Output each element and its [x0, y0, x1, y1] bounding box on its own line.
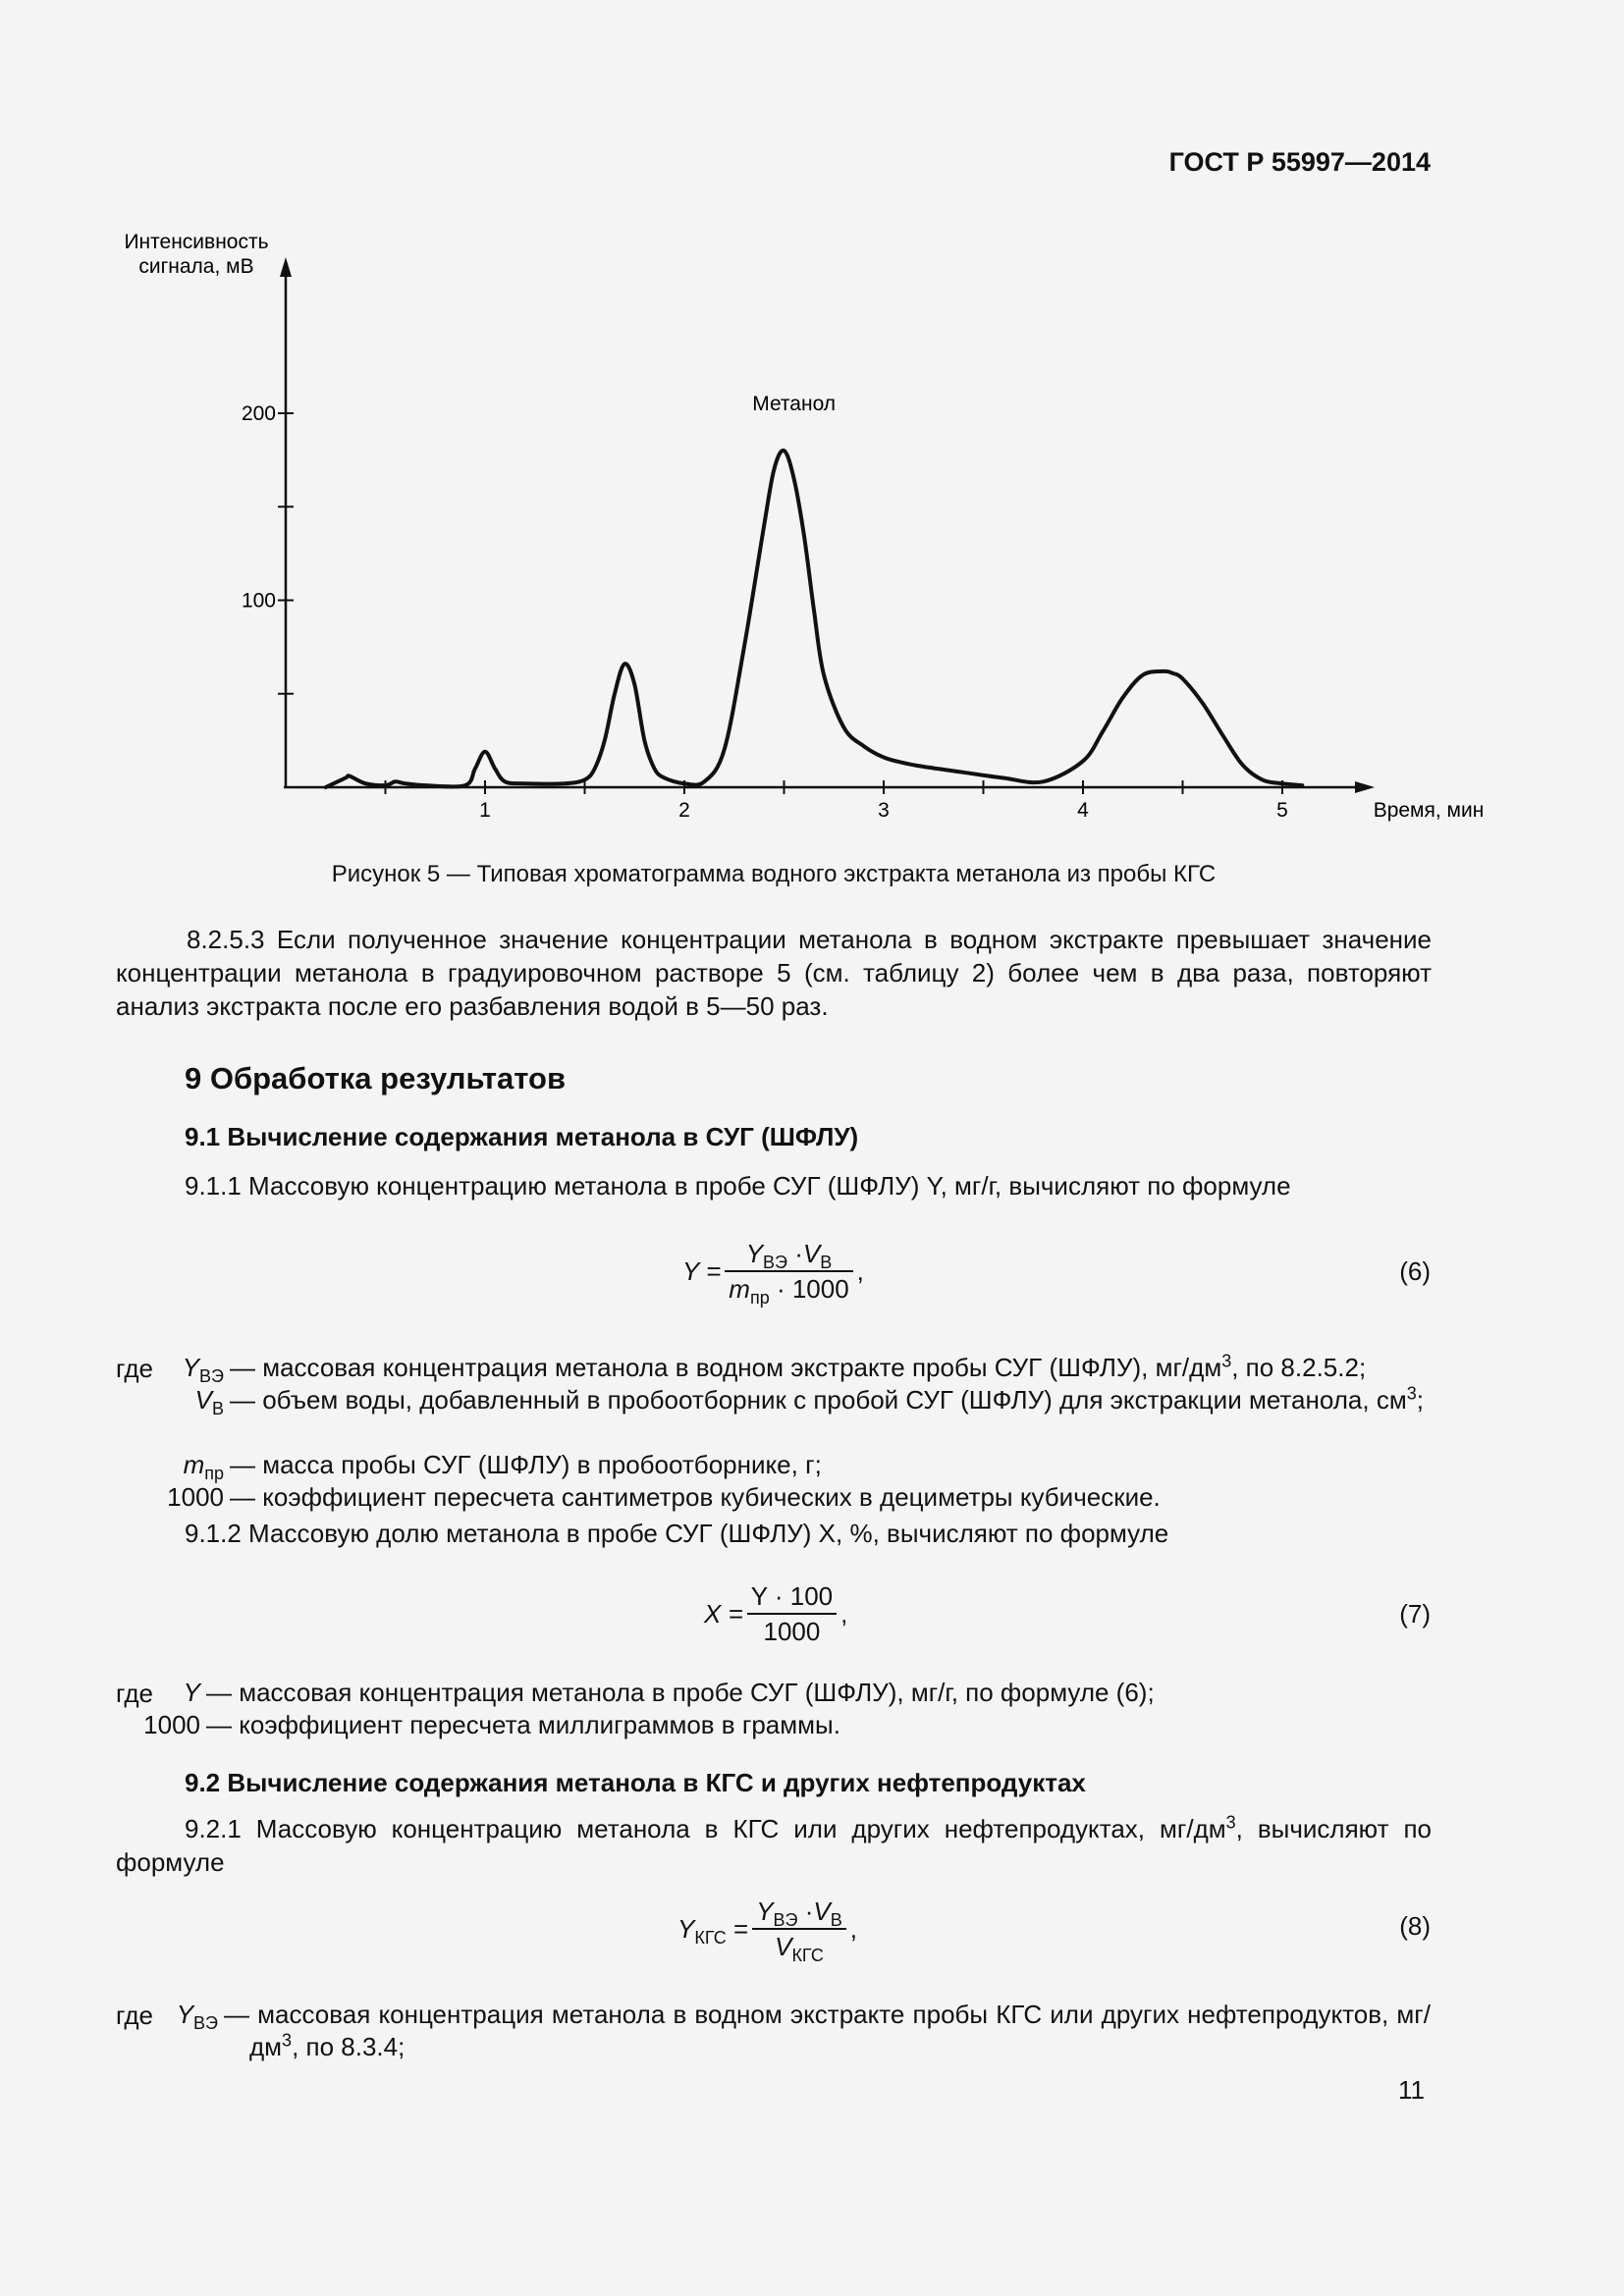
formula-8-numerator: $Y_{ВЭ} \cdot V_В$ [752, 1896, 846, 1930]
section-9-1-title: 9.1 Вычисление содержания метанола в СУГ (ШФЛУ) [185, 1122, 859, 1151]
definition-text: — объем воды, добавленный в пробоотборник с пробой СУГ (ШФЛУ) для экстракции метанола, $см^3$; [230, 1383, 1424, 1415]
where-label-6: где [116, 1354, 153, 1383]
formula-7-fraction [747, 1581, 837, 1646]
where-label-8: где [116, 2001, 153, 2030]
definition-symbol: Y [183, 1678, 200, 1707]
formula-6-number: (6) [1399, 1256, 1431, 1286]
paragraph-8-2-5-3: 8.2.5.3 Если полученное значение концентрации метанола в водном экстракте превышает значение концентрации метанола в градуировочном растворе 5 (см. таблицу 2) более чем в два раза, повторяют анализ экстракта после его разбавления водой в 5—50 раз. [116, 925, 1432, 1021]
section-9-title: 9 Обработка результатов [185, 1061, 567, 1095]
formula-8-lhs: $Y_{КГС}$ = [677, 1913, 749, 1948]
paragraph-9-2-1: 9.2.1 Массовую концентрацию метанола в КГС или других нефтепродуктах, $мг/дм^3$, вычисляют по формуле [116, 1812, 1432, 1877]
x-tick-label: 5 [1276, 799, 1288, 822]
figure-caption: Рисунок 5 — Типовая хроматограмма водного экстракта метанола из пробы КГС [331, 861, 1217, 887]
formula-7: X = $\frac{Y \cdot 100}{1000}$ , [704, 1581, 848, 1646]
y-tick-label: 200 [241, 402, 276, 425]
chromatogram-line [326, 451, 1303, 787]
definition-text: — коэффициент пересчета сантиметров кубических в дециметры кубические. [230, 1482, 1161, 1512]
x-axis-label: Время, мин [1373, 799, 1485, 822]
y-axis-arrow [280, 257, 292, 277]
definition-text: — масса пробы СУГ (ШФЛУ) в пробоотборнике, г; [230, 1450, 822, 1479]
formula-6-numerator: $Y_{ВЭ} \cdot V_В$ [725, 1239, 852, 1272]
paragraph-9-1-1: 9.1.1 Массовую концентрацию метанола в пробе СУГ (ШФЛУ) Y, мг/г, вычисляют по формуле [185, 1171, 1291, 1201]
document-code: ГОСТ Р 55997—2014 [1168, 147, 1431, 177]
x-axis-arrow [1355, 781, 1375, 793]
paragraph-9-1-2: 9.1.2 Массовую долю метанола в пробе СУГ (ШФЛУ) X, %, вычисляют по формуле [185, 1519, 1169, 1548]
x-tick-label: 1 [479, 799, 491, 822]
section-9-2-title: 9.2 Вычисление содержания метанола в КГС и других нефтепродуктах [185, 1768, 1086, 1797]
x-tick-label: 3 [878, 799, 890, 822]
formula-6-lhs: Y = [682, 1255, 722, 1286]
definition-symbol: 1000 [167, 1482, 224, 1512]
formula-8-denominator: $V_{КГС}$ [775, 1932, 824, 1966]
definition-symbol: $V_В$ [194, 1385, 224, 1419]
page-number: 11 [1398, 2075, 1425, 2105]
x-tick-label: 4 [1077, 799, 1089, 822]
formula-7-numerator: Y · 100 [747, 1581, 837, 1615]
definition-text: — коэффициент пересчета миллиграммов в граммы. [206, 1710, 840, 1739]
definition-text: — массовая концентрация метанола в пробе СУГ (ШФЛУ), мг/г, по формуле (6); [206, 1678, 1155, 1707]
formula-7-lhs: X = [704, 1598, 743, 1629]
formula-6: Y = $\frac{Y_{ВЭ} \cdot V_В}{m_{пр} \cdot 1000}$ , [682, 1239, 864, 1308]
definition-symbol: 1000 [143, 1710, 200, 1739]
formula-6-denominator: $m_{пр} \cdot 1000$ [729, 1274, 849, 1308]
formula-6-fraction [725, 1239, 852, 1308]
formula-8: $Y_{КГС}$ = $\frac{Y_{ВЭ} \cdot V_В}{V_{КГС}}$ , [677, 1896, 857, 1966]
y-axis-label-line1: Интенсивность [124, 231, 269, 253]
where-label-7: где [116, 1679, 153, 1708]
y-axis-label-line2: сигнала, мВ [138, 255, 254, 278]
definition-symbol: $m_{пр}$ [183, 1450, 224, 1484]
formula-7-denominator: 1000 [763, 1617, 821, 1646]
definition-text: — массовая концентрация метанола в водном экстракте пробы СУГ (ШФЛУ), $мг/дм^3$, по 8.2.5.2; [230, 1351, 1367, 1382]
y-tick-label: 100 [241, 589, 276, 613]
formula-8-number: (8) [1399, 1911, 1431, 1941]
definition-symbol: $Y_{ВЭ}$ [182, 1353, 224, 1387]
definition-text: — массовая концентрация метанола в водном экстракте пробы КГС или других нефтепродуктов, $мг/дм^3$, по 8.3.4; [224, 2000, 1431, 2061]
chromatogram-chart [98, 216, 1485, 844]
formula-7-number: (7) [1399, 1599, 1431, 1629]
x-tick-label: 2 [678, 799, 690, 822]
methanol-peak-label: Метанол [752, 393, 837, 415]
definition-symbol: $Y_{ВЭ}$ [176, 2000, 218, 2034]
